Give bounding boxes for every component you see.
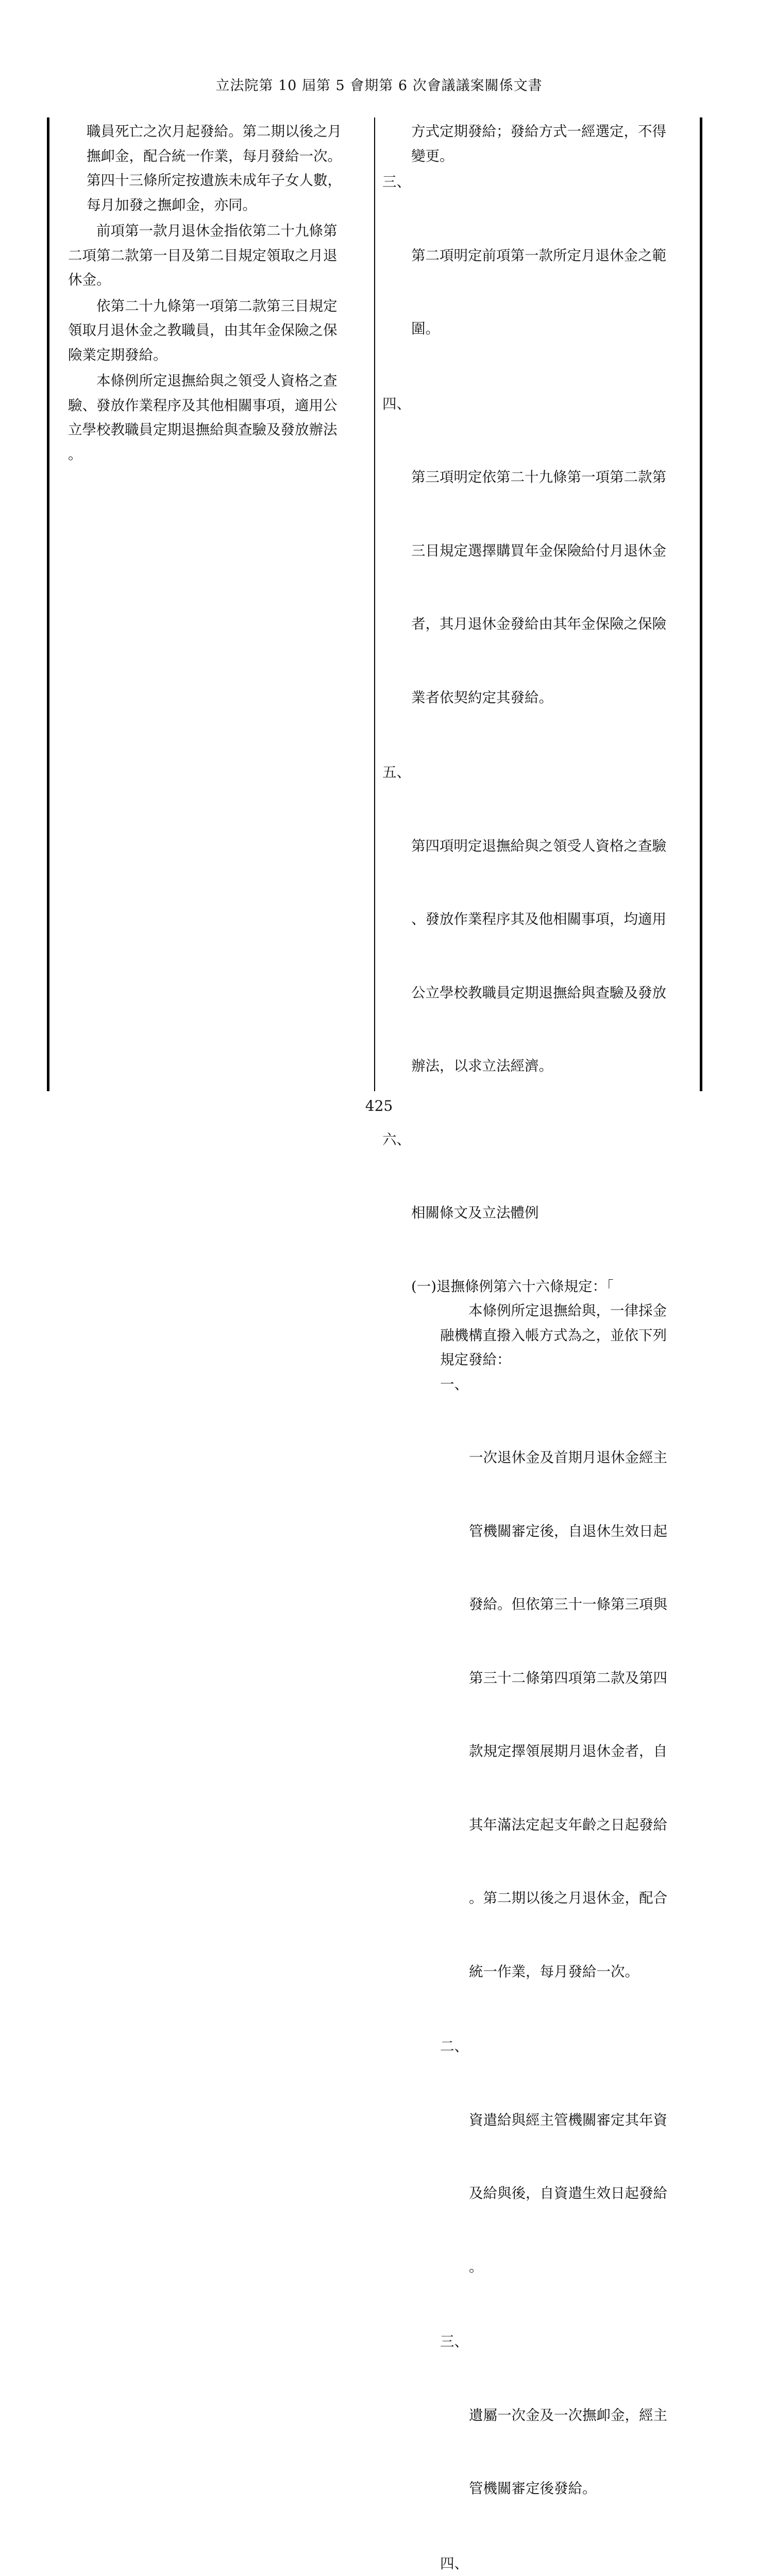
text-line: 驗、發放作業程序及其他相關事項，適用公 xyxy=(68,394,368,418)
item-number: 四、 xyxy=(382,392,411,417)
text-line: 相關條文及立法體例 xyxy=(411,1201,694,1226)
left-paragraph-2 xyxy=(68,219,368,293)
left-paragraph-4 xyxy=(68,369,368,467)
quoted-provision xyxy=(382,1299,694,1372)
numbered-item-5 xyxy=(382,760,694,1128)
text-line: 遺屬一次金及一次撫卹金，經主 xyxy=(469,2403,723,2428)
text-line: 管機關審定後發給。 xyxy=(469,2477,723,2501)
text-line: 二項第二款第一目及第二目規定領取之月退 xyxy=(68,244,368,268)
text-line: 者，其月退休金發給由其年金保險之保險 xyxy=(411,612,694,637)
text-line: 撫卹金，配合統一作業，每月發給一次。 xyxy=(87,144,368,169)
numbered-item-4 xyxy=(382,392,694,759)
column-divider-rule xyxy=(374,117,375,1091)
text-line: 每月加發之撫卹金，亦同。 xyxy=(87,193,368,218)
text-line: 本條例所定退撫給與，一律採金 xyxy=(440,1299,694,1324)
item-number: 五、 xyxy=(382,760,411,785)
text-line: 第三十二條第四項第二款及第四 xyxy=(469,1666,723,1691)
right-border-rule xyxy=(700,117,702,1091)
page-header-title: 立法院第 10 屆第 5 會期第 6 次會議議案關係文書 xyxy=(0,74,758,94)
text-line: 管機關審定後，自退休生效日起 xyxy=(469,1519,723,1544)
text-line: 。第二期以後之月退休金，配合 xyxy=(469,1886,723,1911)
right-continuation xyxy=(382,120,694,168)
text-line: 資遣給與經主管機關審定其年資 xyxy=(469,2108,723,2133)
text-line: 款規定擇領展期月退休金者，自 xyxy=(469,1739,723,1764)
text-line: 。 xyxy=(68,443,368,467)
text-line: 規定發給： xyxy=(440,1348,694,1372)
text-line: 立學校教職員定期退撫給與查驗及發放辦法 xyxy=(68,418,368,443)
text-line: 。 xyxy=(469,2255,723,2280)
text-line: 第三項明定依第二十九條第一項第二款第 xyxy=(411,465,694,490)
item-number: 二、 xyxy=(440,2035,468,2059)
left-column xyxy=(68,120,368,467)
item-number: 三、 xyxy=(382,170,411,195)
text-line: 及給與後，自資遣生效日起發給 xyxy=(469,2181,723,2206)
quoted-item-3 xyxy=(382,2330,723,2550)
numbered-item-3 xyxy=(382,170,694,391)
text-line: 休金。 xyxy=(68,268,368,293)
page-number: 425 xyxy=(0,1097,758,1114)
left-paragraph-1 xyxy=(68,120,368,217)
text-line: 依第二十九條第一項第二款第三目規定 xyxy=(68,294,368,319)
text-line: 方式定期發給；發給方式一經選定，不得 xyxy=(411,120,694,144)
text-line: 統一作業，每月發給一次。 xyxy=(469,1960,723,1985)
item-number: 六、 xyxy=(382,1128,411,1153)
sub-heading xyxy=(382,1275,694,1299)
text-line: 三目規定選擇購買年金保險給付月退休金 xyxy=(411,539,694,564)
text-line: 圍。 xyxy=(411,317,694,342)
quoted-item-4 xyxy=(382,2552,723,2576)
text-line: 其年滿法定起支年齡之日起發給 xyxy=(469,1813,723,1838)
text-line: 第二項明定前項第一款所定月退休金之範 xyxy=(411,244,694,268)
text-line: 前項第一款月退休金指依第二十九條第 xyxy=(68,219,368,244)
left-border-rule xyxy=(47,117,49,1091)
quoted-item-2 xyxy=(382,2035,723,2328)
quoted-item-1 xyxy=(382,1372,723,2033)
text-line: 第四項明定退撫給與之領受人資格之查驗 xyxy=(411,834,694,859)
text-line: 領取月退休金之教職員，由其年金保險之保 xyxy=(68,318,368,343)
item-number: 一、 xyxy=(440,1372,468,1397)
text-line: 職員死亡之次月起發給。第二期以後之月 xyxy=(87,120,368,144)
text-line: 公立學校教職員定期退撫給與查驗及發放 xyxy=(411,981,694,1006)
left-paragraph-3 xyxy=(68,294,368,368)
text-line: 一次退休金及首期月退休金經主 xyxy=(469,1446,723,1470)
text-line: 業者依契約定其發給。 xyxy=(411,686,694,710)
item-number: 四、 xyxy=(440,2552,468,2576)
text-line: 險業定期發給。 xyxy=(68,343,368,368)
right-column xyxy=(382,120,694,2576)
text-line: 第四十三條所定按遺族未成年子女人數， xyxy=(87,168,368,193)
text-line: 發給。但依第三十一條第三項與 xyxy=(469,1592,723,1617)
text-line: 融機構直撥入帳方式為之，並依下列 xyxy=(440,1324,694,1348)
text-line: 辦法，以求立法經濟。 xyxy=(411,1054,694,1079)
text-line: 變更。 xyxy=(411,144,694,169)
text-line: 本條例所定退撫給與之領受人資格之查 xyxy=(68,369,368,394)
text-line: (一)退撫條例第六十六條規定：「 xyxy=(411,1275,694,1299)
numbered-item-6 xyxy=(382,1128,694,1275)
item-number: 三、 xyxy=(440,2330,468,2354)
text-line: 、發放作業程序其及他相關事項，均適用 xyxy=(411,907,694,932)
